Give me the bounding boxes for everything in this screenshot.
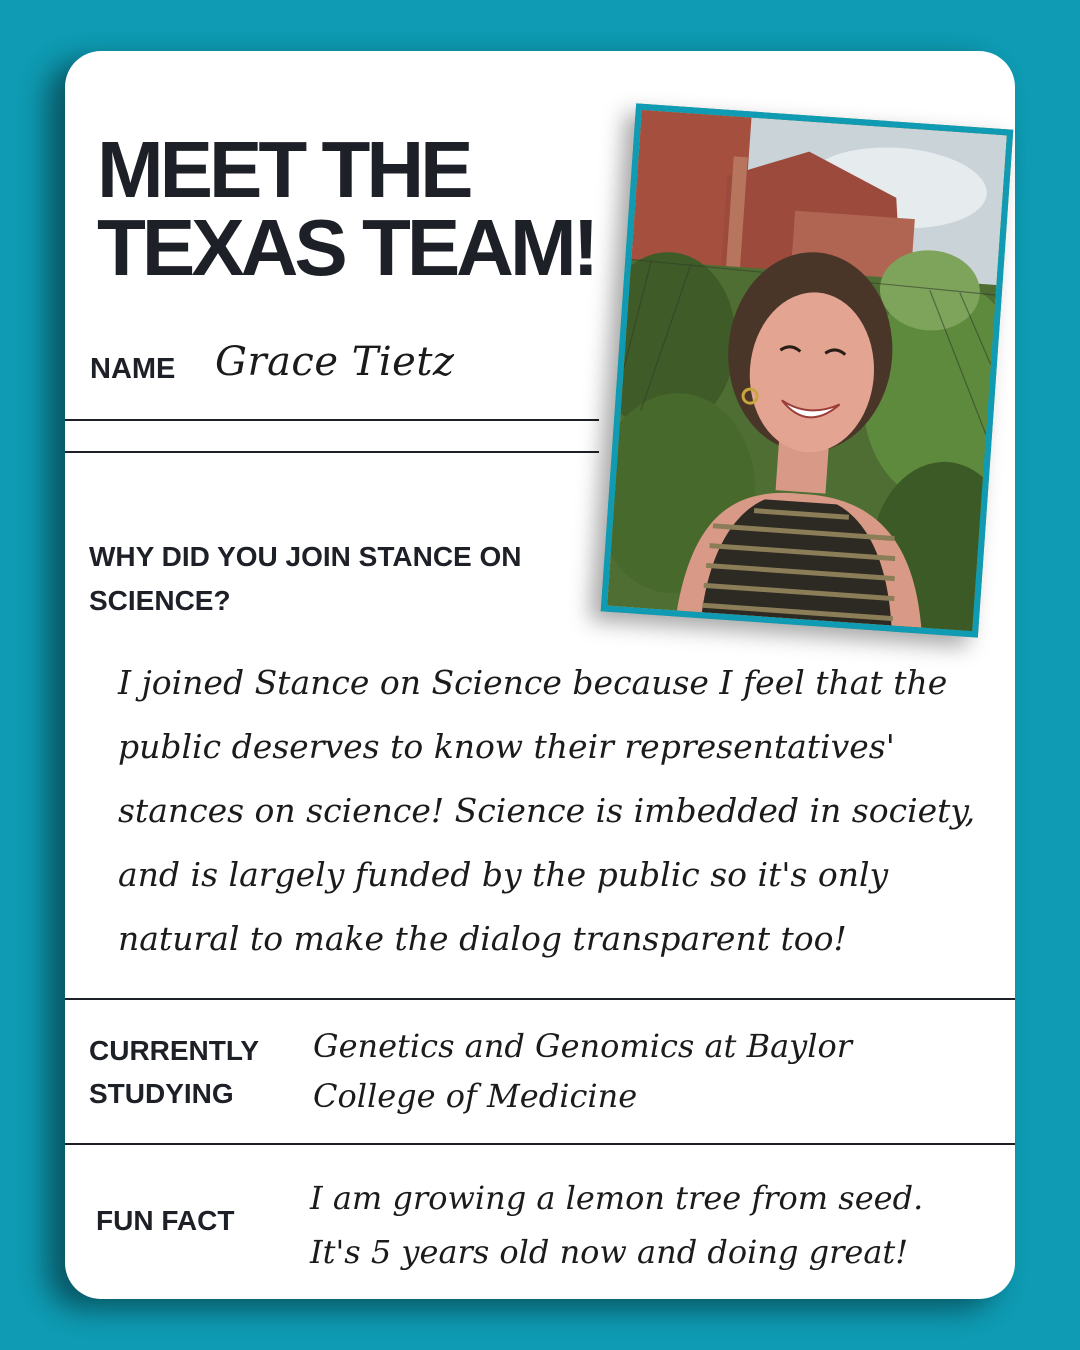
section-divider: [65, 998, 1015, 1000]
section-divider: [65, 1143, 1015, 1145]
profile-photo: [601, 103, 1014, 637]
why-joined-answer: I joined Stance on Science because I feel that the public deserves to know their representatives' stances on science! Science is imbedded in society, and is largely funded by the public so it's only natural to make the dialog transparent too!: [118, 663, 976, 958]
currently-studying-value: Genetics and Genomics at Baylor College of Medicine: [313, 1027, 853, 1115]
fun-fact-label: FUN FACT: [96, 1205, 235, 1236]
page-title: MEET THE TEXAS TEAM!: [97, 125, 596, 292]
name-label: NAME: [90, 353, 176, 385]
name-line-1: [65, 419, 599, 421]
fun-fact-value: I am growing a lemon tree from seed. It's 5 years old now and doing great!: [310, 1179, 924, 1271]
why-joined-label: WHY DID YOU JOIN STANCE ON SCIENCE?: [89, 541, 522, 616]
currently-studying-label: CURRENTLY STUDYING: [89, 1035, 259, 1109]
name-line-2: [65, 451, 599, 453]
name-value: Grace Tietz: [215, 339, 455, 385]
